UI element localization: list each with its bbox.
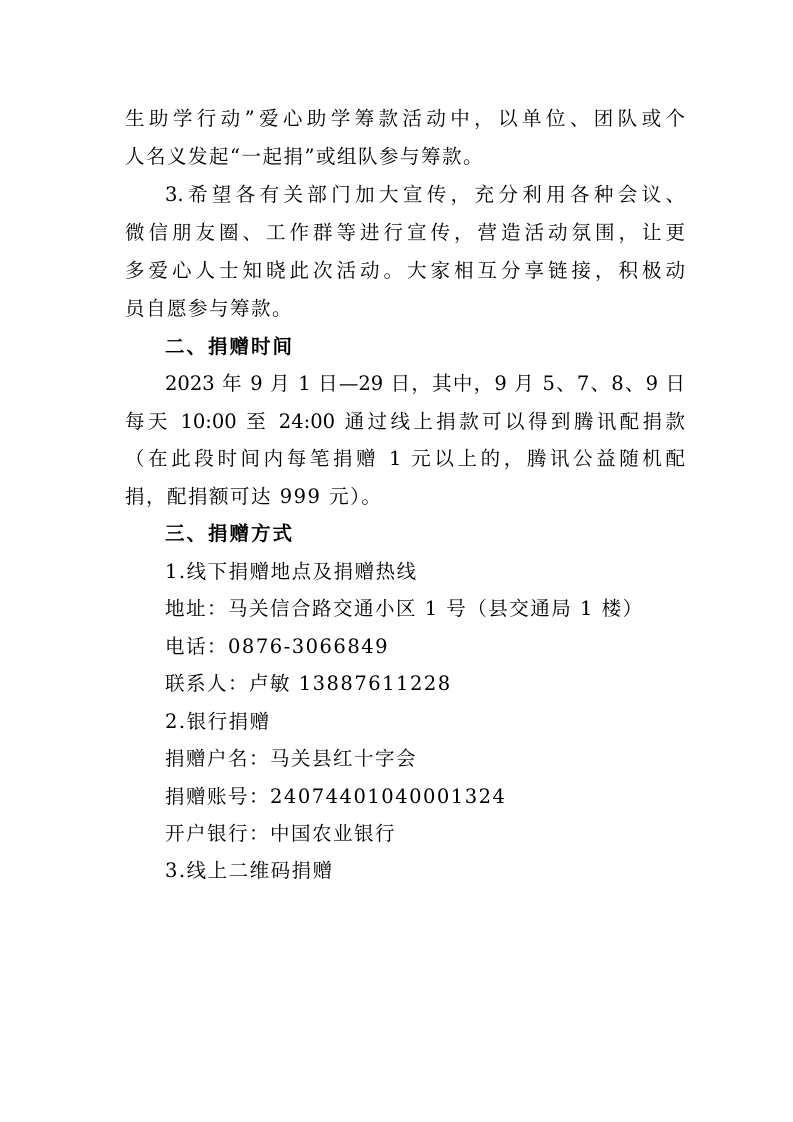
offline-donation-title: 1.线下捐赠地点及捐赠热线 xyxy=(165,560,418,583)
online-qr-donation-title: 3.线上二维码捐赠 xyxy=(165,859,334,882)
bank-donation-title: 2.银行捐赠 xyxy=(165,710,271,733)
account-name: 捐赠户名：马关县红十字会 xyxy=(165,747,418,770)
account-number: 捐赠账号：24074401040001324 xyxy=(165,785,507,808)
section-heading-donation-time: 二、捐赠时间 xyxy=(165,335,295,358)
donation-address: 地址：马关信合路交通小区 1 号（县交通局 1 楼） xyxy=(165,597,644,620)
paragraph-line: 3.希望各有关部门加大宣传，充分利用各种会议、 xyxy=(165,183,685,206)
paragraph-line: 每天 10:00 至 24:00 通过线上捐款可以得到腾讯配捐款 xyxy=(125,410,685,433)
paragraph-line: 捐，配捐额可达 999 元）。 xyxy=(125,485,383,508)
section-heading-donation-method: 三、捐赠方式 xyxy=(165,522,295,545)
paragraph-line: 人名义发起“一起捐”或组队参与筹款。 xyxy=(125,145,484,168)
donation-contact: 联系人：卢敏 13887611228 xyxy=(165,672,452,695)
paragraph-line: 微信朋友圈、工作群等进行宣传，营造活动氛围，让更 xyxy=(125,221,685,244)
donation-phone: 电话：0876-3066849 xyxy=(165,635,390,658)
paragraph-line: 员自愿参与筹款。 xyxy=(125,297,294,320)
paragraph-line: 多爱心人士知晓此次活动。大家相互分享链接，积极动 xyxy=(125,259,685,282)
paragraph-line: （在此段时间内每笔捐赠 1 元以上的，腾讯公益随机配 xyxy=(125,447,685,470)
paragraph-line: 2023 年 9 月 1 日—29 日，其中，9 月 5、7、8、9 日 xyxy=(165,372,685,395)
paragraph-line: 生助学行动”爱心助学筹款活动中，以单位、团队或个 xyxy=(125,107,685,130)
bank-name: 开户银行：中国农业银行 xyxy=(165,822,397,845)
